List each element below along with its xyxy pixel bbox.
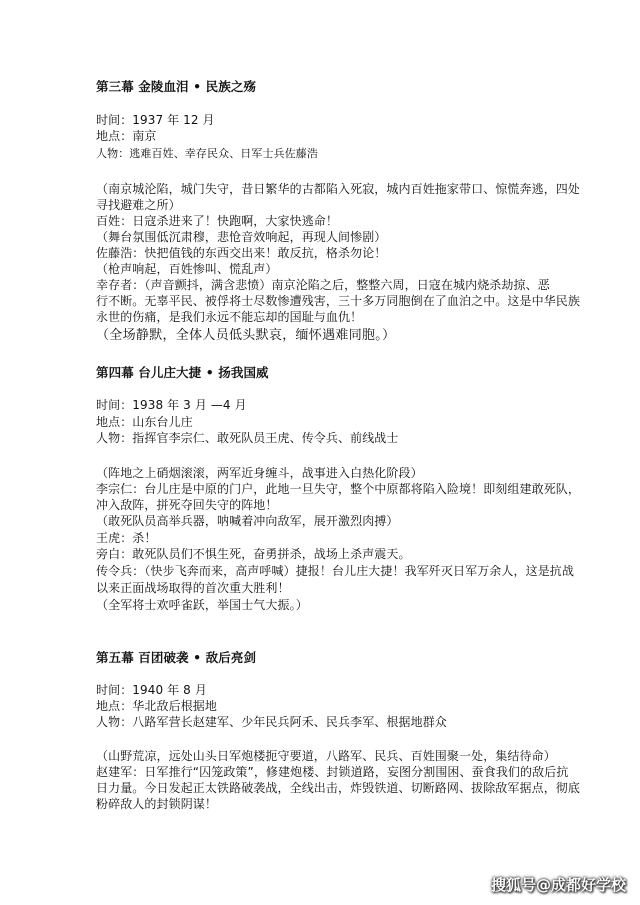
act3-place: 地点：南京 <box>96 129 157 143</box>
act4-line: 以来正面战场取得的首次重大胜利！ <box>96 581 290 595</box>
act5-title: 第五幕 百团破袭 • 敌后亮剑 <box>96 650 257 665</box>
act4-line: 旁白：敢死队员们不惧生死，奋勇拼杀，战场上杀声震天。 <box>96 547 411 561</box>
act3-line: （全场静默，全体人员低头默哀，缅怀遇难同胞。） <box>96 328 396 343</box>
act3-line: 百姓：日寇杀进来了！快跑啊，大家快逃命！ <box>96 214 339 228</box>
act3-line: 行不断。无辜平民、被俘将士尽数惨遭残害，三十多万同胞倒在了血泊之中。这是中华民族 <box>96 294 581 308</box>
act4-line: 传令兵：（快步飞奔而来，高声呼喊）捷报！台儿庄大捷！我军歼灭日军万余人，这是抗战 <box>96 564 575 578</box>
act5-line: 粉碎敌人的封锁阴谋！ <box>96 797 218 811</box>
act3-line: 佐藤浩：快把值钱的东西交出来！敢反抗，格杀勿论！ <box>96 246 387 260</box>
act3-characters: 人物：逃难百姓、幸存民众、日军士兵佐藤浩 <box>96 147 318 160</box>
act4-line: （阵地之上硝烟滚滚，两军近身缠斗，战事进入白热化阶段） <box>96 466 423 480</box>
act5-line: 日力量。今日发起正太铁路破袭战，全线出击，炸毁铁道、切断路网、拔除敌军据点，彻底 <box>96 781 581 795</box>
act3-line: 永世的伤痛，是我们永远不能忘却的国耻与血仇！ <box>96 310 363 324</box>
act5-characters: 人物：八路军营长赵建军、少年民兵阿禾、民兵李军、根据地群众 <box>96 715 447 729</box>
act5-line: （山野荒凉，远处山头日军炮楼扼守要道，八路军、民兵、百姓围聚一处，集结待命） <box>96 749 556 763</box>
act4-place: 地点：山东台儿庄 <box>96 415 193 429</box>
act5-line: 赵建军：日军推行“囚笼政策”，修建炮楼、封锁道路，妄图分割围困、蚕食我们的敌后抗 <box>96 765 569 779</box>
act4-time: 时间：1938 年 3 月 —4 月 <box>96 398 247 412</box>
watermark: 搜狐号@成都好学校 <box>490 876 626 894</box>
act4-line: 冲入敌阵，拼死夺回失守的阵地！ <box>96 498 278 512</box>
act5-place: 地点：华北敌后根据地 <box>96 699 218 713</box>
act3-time: 时间：1937 年 12 月 <box>96 113 215 127</box>
act4-line: （全军将士欢呼雀跃，举国士气大振。） <box>96 598 308 612</box>
act3-line: 幸存者：（声音颤抖，满含悲愤）南京沦陷之后，整整六周，日寇在城内烧杀劫掠、恶 <box>96 278 550 292</box>
act3-line: （南京城沦陷，城门失守，昔日繁华的古都陷入死寂，城内百姓拖家带口、惊慌奔逃，四处 <box>96 182 581 196</box>
act4-line: 李宗仁：台儿庄是中原的门户，此地一旦失守，整个中原都将陷入险境！即刻组建敢死队， <box>96 482 581 496</box>
act4-characters: 人物：指挥官李宗仁、敢死队员王虎、传令兵、前线战士 <box>96 431 399 445</box>
act3-line: （舞台氛围低沉肃穆，悲怆音效响起，再现人间惨剧） <box>96 230 387 244</box>
act4-line: （敢死队员高举兵器，呐喊着冲向敌军，展开激烈肉搏） <box>96 514 399 528</box>
act4-line: 王虎：杀！ <box>96 531 157 545</box>
act4-title: 第四幕 台儿庄大捷 • 扬我国威 <box>96 365 269 380</box>
act3-line: （枪声响起，百姓惨叫、慌乱声） <box>96 262 278 276</box>
act3-title: 第三幕 金陵血泪 • 民族之殇 <box>96 79 257 94</box>
act3-line: 寻找避难之所） <box>96 198 181 212</box>
act5-time: 时间：1940 年 8 月 <box>96 683 207 697</box>
